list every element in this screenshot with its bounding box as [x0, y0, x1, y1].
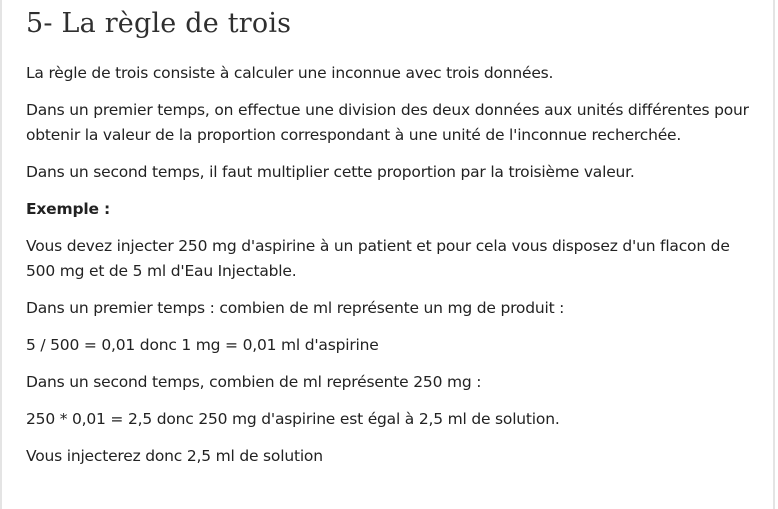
paragraph-step-one: Dans un premier temps, on effectue une division des deux données aux unités différentes pour obtenir la valeur de la proportion correspondant à une unité de l'inconnue recherchée. [26, 101, 749, 144]
example-heading: Exemple : [26, 200, 110, 218]
paragraph-example-calc-two: 250 * 0,01 = 2,5 donc 250 mg d'aspirine est égal à 2,5 ml de solution. [26, 410, 560, 428]
paragraph-step-two: Dans un second temps, il faut multiplier cette proportion par la troisième valeur. [26, 163, 635, 181]
paragraph-conclusion: Vous injecterez donc 2,5 ml de solution [26, 447, 323, 465]
paragraph-example-step-two: Dans un second temps, combien de ml représente 250 mg : [26, 373, 482, 391]
paragraph-example-calc-one: 5 / 500 = 0,01 donc 1 mg = 0,01 ml d'aspirine [26, 336, 379, 354]
document-content [26, 0, 761, 469]
paragraph-example-step-one: Dans un premier temps : combien de ml représente un mg de produit : [26, 299, 565, 317]
paragraph-example-statement: Vous devez injecter 250 mg d'aspirine à un patient et pour cela vous disposez d'un flacon de 500 mg et de 5 ml d'Eau Injectable. [26, 237, 730, 280]
section-title: 5- La règle de trois [26, 8, 292, 39]
paragraph-definition: La règle de trois consiste à calculer une inconnue avec trois données. [26, 64, 554, 82]
